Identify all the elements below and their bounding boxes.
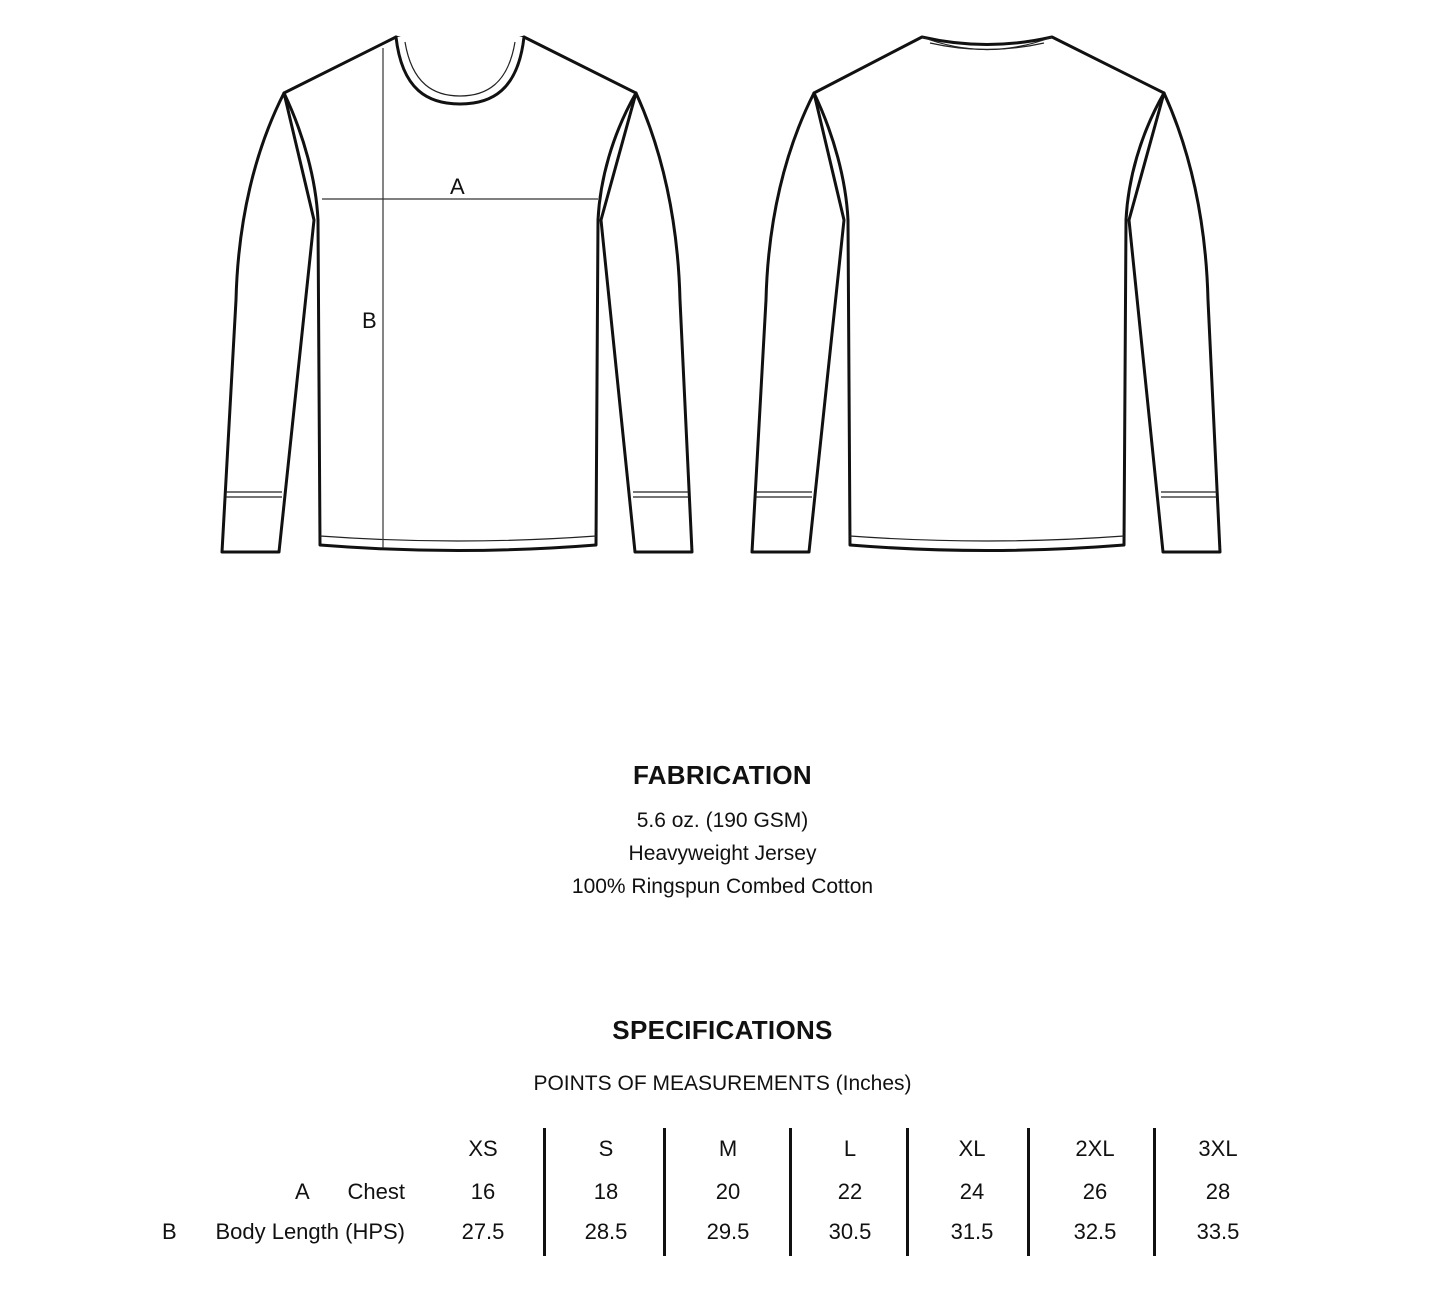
front-view-shirt (222, 37, 692, 552)
measure-label-b: B (362, 308, 377, 333)
column-divider (1153, 1128, 1156, 1256)
table-cell: 28.5 (584, 1219, 628, 1244)
front-right-sleeve (601, 93, 692, 552)
row-name-chest: Chest (347, 1179, 405, 1204)
size-header-2xl: 2XL (1075, 1136, 1115, 1161)
table-cell: 20 (715, 1179, 741, 1204)
table-cell: 29.5 (706, 1219, 750, 1244)
table-cell: 22 (837, 1179, 863, 1204)
front-left-sleeve (222, 93, 314, 552)
table-cell: 16 (470, 1179, 496, 1204)
table-cell: 33.5 (1196, 1219, 1240, 1244)
row-letter-a: A (295, 1179, 310, 1204)
table-cell: 28 (1205, 1179, 1231, 1204)
table-cell: 32.5 (1073, 1219, 1117, 1244)
table-cell: 27.5 (461, 1219, 505, 1244)
fabric-weight: 5.6 oz. (190 GSM) (636, 809, 809, 832)
fabric-content: 100% Ringspun Combed Cotton (571, 875, 874, 898)
back-right-sleeve (1129, 93, 1220, 552)
table-cell: 31.5 (950, 1219, 994, 1244)
column-divider (543, 1128, 546, 1256)
table-cell: 26 (1082, 1179, 1108, 1204)
measurements-subtitle: POINTS OF MEASUREMENTS (Inches) (533, 1072, 912, 1095)
fabrication-title: FABRICATION (632, 760, 813, 790)
size-header-s: S (598, 1136, 614, 1161)
column-divider (1027, 1128, 1030, 1256)
size-header-xl: XL (958, 1136, 986, 1161)
fabric-type: Heavyweight Jersey (628, 842, 817, 865)
table-cell: 30.5 (828, 1219, 872, 1244)
size-header-m: M (718, 1136, 738, 1161)
specifications-title: SPECIFICATIONS (612, 1015, 833, 1045)
front-body (284, 37, 636, 551)
column-divider (906, 1128, 909, 1256)
back-body (814, 37, 1164, 551)
size-header-l: L (843, 1136, 857, 1161)
column-divider (789, 1128, 792, 1256)
column-divider (663, 1128, 666, 1256)
measure-label-a: A (450, 174, 465, 199)
garment-flat-drawings (0, 0, 1445, 600)
back-view-shirt (752, 37, 1220, 552)
row-name-body-length: Body Length (HPS) (215, 1219, 405, 1244)
table-cell: 18 (593, 1179, 619, 1204)
table-cell: 24 (959, 1179, 985, 1204)
size-header-xs: XS (468, 1136, 498, 1161)
back-left-sleeve (752, 93, 844, 552)
size-header-3xl: 3XL (1198, 1136, 1238, 1161)
row-letter-b: B (162, 1219, 177, 1244)
